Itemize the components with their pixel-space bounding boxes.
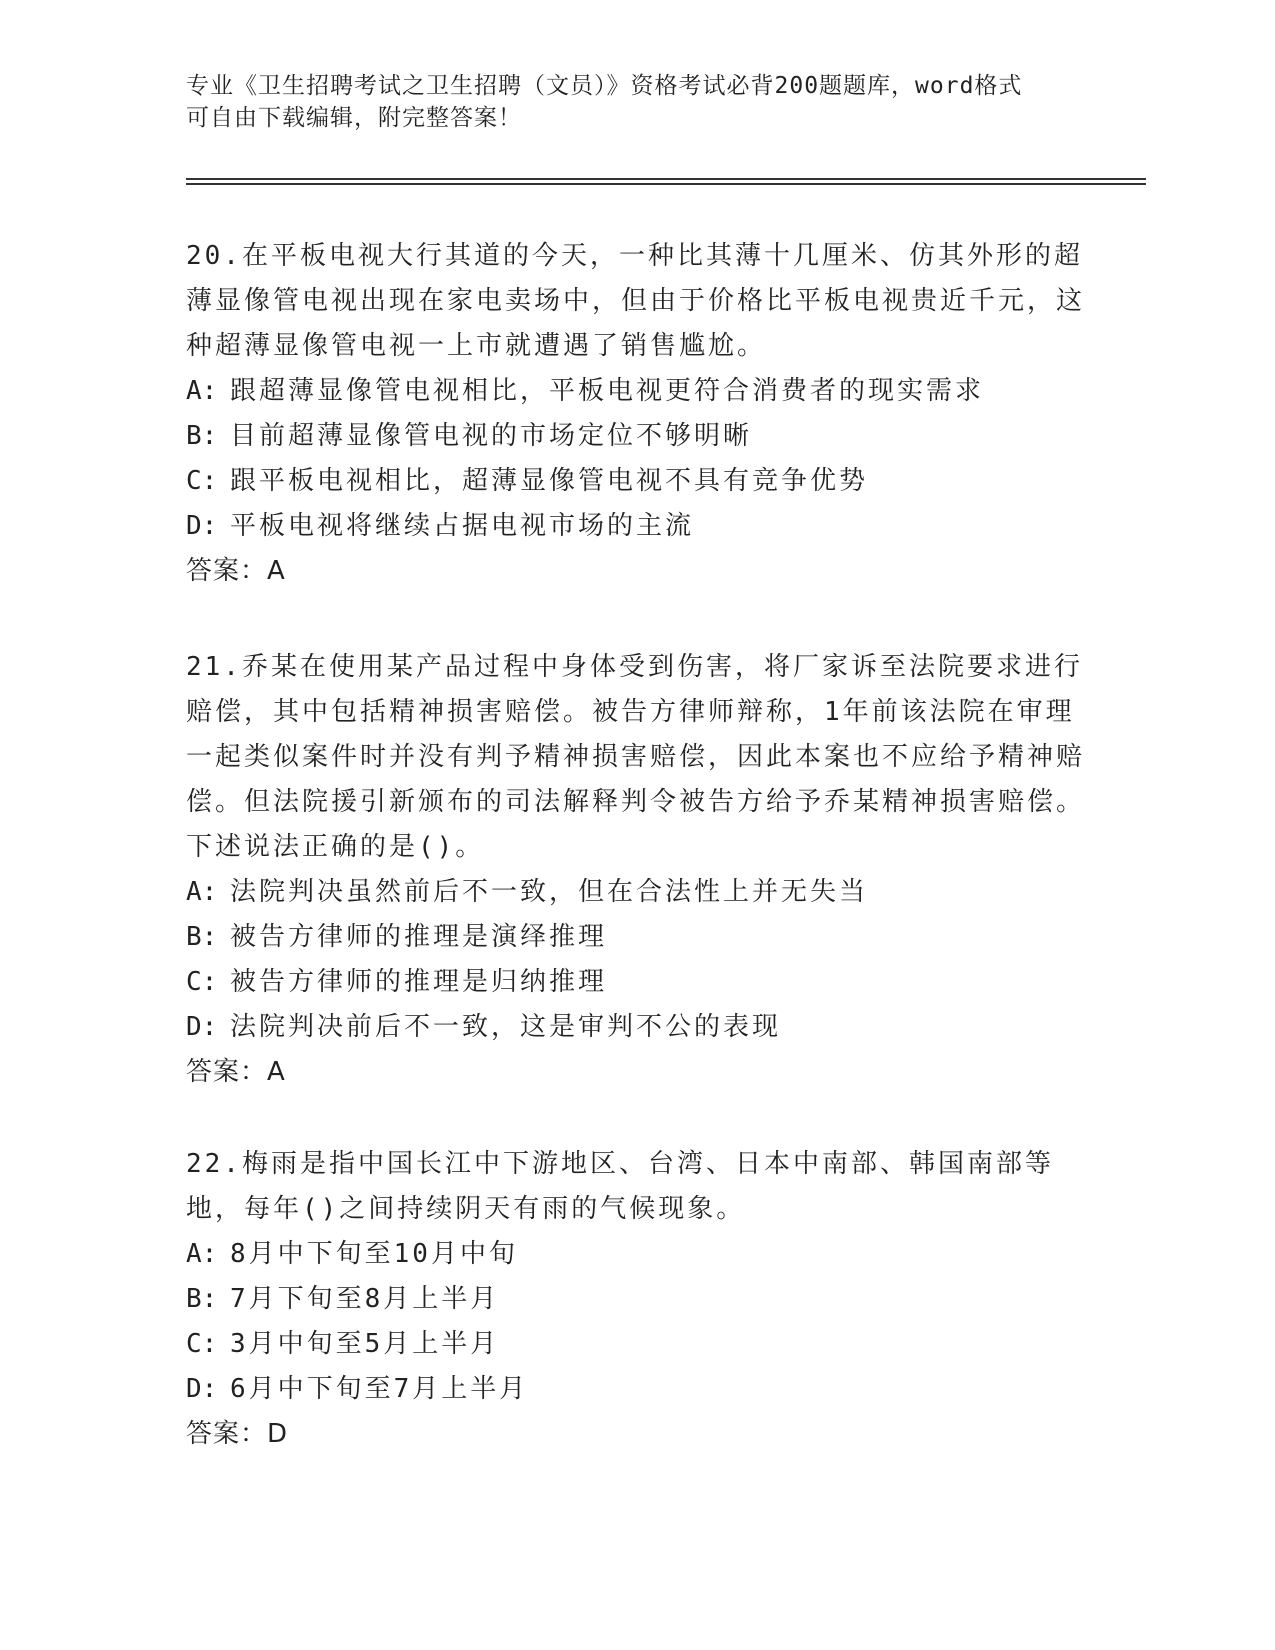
- option-c: [186, 459, 1086, 504]
- option-letter: A:: [186, 877, 218, 907]
- answer-line: 答案：A: [186, 556, 286, 586]
- option-text: 目前超薄显像管电视的市场定位不够明晰: [230, 421, 753, 451]
- option-text: 法院判决前后不一致，这是审判不公的表现: [230, 1012, 782, 1042]
- option-a: [186, 369, 1086, 414]
- option-b: [186, 915, 1086, 960]
- option-letter: C:: [186, 466, 218, 496]
- question-stem: 21.乔某在使用某产品过程中身体受到伤害，将厂家诉至法院要求进行赔偿，其中包括精神损害赔偿。被告方律师辩称，1年前该法院在审理一起类似案件时并没有判予精神损害赔偿，因此本案也不应给予精神赔偿。但法院援引新颁布的司法解释判令被告方给予乔某精神损害赔偿。下述说法正确的是()。: [186, 652, 1086, 862]
- option-letter: A:: [186, 376, 218, 406]
- option-b: [186, 414, 1086, 459]
- option-letter: A:: [186, 1239, 218, 1269]
- question-21: [186, 645, 1086, 1095]
- option-text: 6月中下旬至7月上半月: [230, 1374, 529, 1404]
- option-letter: C:: [186, 1329, 218, 1359]
- option-text: 跟超薄显像管电视相比，平板电视更符合消费者的现实需求: [230, 376, 985, 406]
- question-stem: 20.在平板电视大行其道的今天，一种比其薄十几厘米、仿其外形的超薄显像管电视出现在家电卖场中，但由于价格比平板电视贵近千元，这种超薄显像管电视一上市就遭遇了销售尴尬。: [186, 241, 1086, 361]
- option-letter: C:: [186, 967, 218, 997]
- document-header: 专业《卫生招聘考试之卫生招聘（文员）》资格考试必背200题题库，word格式 可自由下载编辑，附完整答案！: [186, 73, 1023, 131]
- question-stem: 22.梅雨是指中国长江中下游地区、台湾、日本中南部、韩国南部等地，每年()之间持续阴天有雨的气候现象。: [186, 1149, 1054, 1224]
- option-text: 7月下旬至8月上半月: [230, 1284, 500, 1314]
- option-letter: B:: [186, 922, 218, 952]
- answer-line: 答案：A: [186, 1057, 286, 1087]
- option-a: [186, 1232, 1086, 1277]
- option-c: [186, 1322, 1086, 1367]
- header-rule-bottom: [186, 183, 1146, 185]
- option-text: 法院判决虽然前后不一致，但在合法性上并无失当: [230, 877, 869, 907]
- option-c: [186, 960, 1086, 1005]
- option-text: 平板电视将继续占据电视市场的主流: [230, 511, 695, 541]
- question-22: [186, 1142, 1086, 1457]
- option-letter: D:: [186, 511, 218, 541]
- option-d: [186, 1367, 1086, 1412]
- option-d: [186, 504, 1086, 549]
- option-text: 跟平板电视相比，超薄显像管电视不具有竞争优势: [230, 466, 869, 496]
- option-text: 被告方律师的推理是归纳推理: [230, 967, 608, 997]
- option-text: 3月中旬至5月上半月: [230, 1329, 500, 1359]
- question-20: [186, 234, 1086, 594]
- option-d: [186, 1005, 1086, 1050]
- option-a: [186, 870, 1086, 915]
- option-text: 被告方律师的推理是演绎推理: [230, 922, 608, 952]
- option-letter: D:: [186, 1012, 218, 1042]
- option-letter: B:: [186, 421, 218, 451]
- option-text: 8月中下旬至10月中旬: [230, 1239, 518, 1269]
- option-letter: B:: [186, 1284, 218, 1314]
- header-rule-top: [186, 178, 1146, 180]
- option-b: [186, 1277, 1086, 1322]
- option-letter: D:: [186, 1374, 218, 1404]
- answer-line: 答案：D: [186, 1419, 289, 1449]
